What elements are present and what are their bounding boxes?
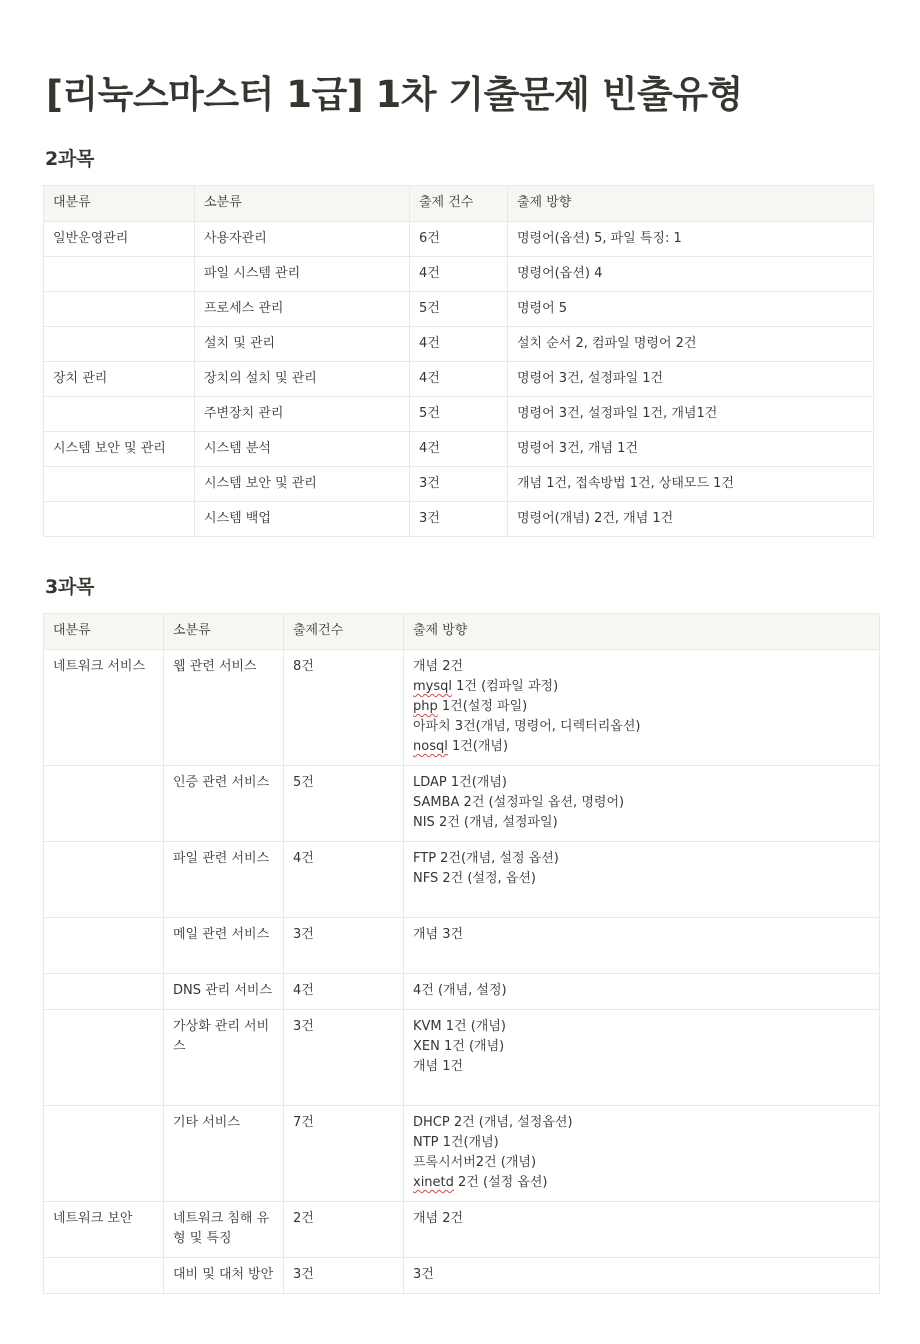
table-row xyxy=(44,327,874,362)
table-row xyxy=(44,1106,880,1202)
direction-line: 4건 (개념, 설정) xyxy=(413,983,507,998)
cell-minor-category: 주변장치 관리 xyxy=(195,397,410,432)
cell-major-category xyxy=(44,1258,164,1294)
cell-major-category: 네트워크 서비스 xyxy=(44,650,164,766)
direction-line: FTP 2건(개념, 설정 옵션) xyxy=(413,851,559,866)
header-question-count: 출제 건수 xyxy=(410,186,508,222)
cell-major-category xyxy=(44,1010,164,1106)
direction-line: mysql 1건 (컴파일 과정) xyxy=(413,679,559,694)
direction-line: 개념 2건 xyxy=(413,659,464,674)
cell-major-category xyxy=(44,842,164,918)
cell-question-count: 7건 xyxy=(284,1106,404,1202)
cell-question-count: 2건 xyxy=(284,1202,404,1258)
cell-question-count: 4건 xyxy=(410,327,508,362)
cell-question-direction xyxy=(404,766,880,842)
cell-question-direction: 명령어(옵션) 5, 파일 특징: 1 xyxy=(508,222,874,257)
section-2-table xyxy=(43,185,874,537)
cell-question-count: 4건 xyxy=(284,842,404,918)
direction-line: 개념 1건 xyxy=(413,1059,464,1074)
cell-question-count: 3건 xyxy=(284,1258,404,1294)
cell-question-count: 8건 xyxy=(284,650,404,766)
direction-line: 개념 2건 xyxy=(413,1211,464,1226)
table-row xyxy=(44,766,880,842)
direction-line: DHCP 2건 (개념, 설정옵션) xyxy=(413,1115,573,1130)
cell-question-direction xyxy=(404,1010,880,1106)
cell-question-direction: 명령어(개념) 2건, 개념 1건 xyxy=(508,502,874,537)
direction-line: 아파치 3건(개념, 명령어, 디렉터리옵션) xyxy=(413,719,641,734)
cell-minor-category: 시스템 보안 및 관리 xyxy=(195,467,410,502)
section-3-title: 3과목 xyxy=(45,576,95,598)
spellcheck-underline: mysql xyxy=(413,679,452,694)
cell-minor-category: 시스템 분석 xyxy=(195,432,410,467)
table-row xyxy=(44,650,880,766)
cell-major-category: 네트워크 보안 xyxy=(44,1202,164,1258)
cell-question-direction xyxy=(404,1202,880,1258)
cell-question-count: 3건 xyxy=(284,918,404,974)
cell-question-count: 4건 xyxy=(410,257,508,292)
cell-minor-category: 메일 관련 서비스 xyxy=(164,918,284,974)
cell-question-count: 5건 xyxy=(284,766,404,842)
cell-question-direction: 명령어 3건, 개념 1건 xyxy=(508,432,874,467)
header-major-category: 대분류 xyxy=(44,614,164,650)
direction-line: nosql 1건(개념) xyxy=(413,739,509,754)
header-minor-category: 소분류 xyxy=(164,614,284,650)
cell-question-count: 4건 xyxy=(410,432,508,467)
direction-line: KVM 1건 (개념) xyxy=(413,1019,506,1034)
cell-major-category xyxy=(44,327,195,362)
table-row xyxy=(44,502,874,537)
cell-minor-category: 사용자관리 xyxy=(195,222,410,257)
table-row xyxy=(44,918,880,974)
cell-question-count: 5건 xyxy=(410,292,508,327)
table-row xyxy=(44,842,880,918)
cell-minor-category: 장치의 설치 및 관리 xyxy=(195,362,410,397)
table-row xyxy=(44,1202,880,1258)
direction-line: php 1건(설정 파일) xyxy=(413,699,528,714)
cell-question-direction: 명령어(옵션) 4 xyxy=(508,257,874,292)
table-row xyxy=(44,222,874,257)
direction-line: NTP 1건(개념) xyxy=(413,1135,499,1150)
direction-line: 개념 3건 xyxy=(413,927,464,942)
section-3-table xyxy=(43,613,880,1294)
cell-minor-category: 시스템 백업 xyxy=(195,502,410,537)
table-row xyxy=(44,1010,880,1106)
cell-question-direction: 명령어 3건, 설정파일 1건, 개념1건 xyxy=(508,397,874,432)
cell-question-direction xyxy=(404,650,880,766)
table-row xyxy=(44,362,874,397)
direction-line: XEN 1건 (개념) xyxy=(413,1039,505,1054)
cell-major-category xyxy=(44,502,195,537)
direction-line: NFS 2건 (설정, 옵션) xyxy=(413,871,536,886)
direction-line: LDAP 1건(개념) xyxy=(413,775,507,790)
cell-question-count: 5건 xyxy=(410,397,508,432)
cell-major-category xyxy=(44,397,195,432)
cell-major-category: 시스템 보안 및 관리 xyxy=(44,432,195,467)
table-row xyxy=(44,467,874,502)
cell-minor-category: DNS 관리 서비스 xyxy=(164,974,284,1010)
cell-question-direction: 개념 1건, 접속방법 1건, 상태모드 1건 xyxy=(508,467,874,502)
table-row xyxy=(44,292,874,327)
cell-question-direction xyxy=(404,918,880,974)
header-question-count: 출제건수 xyxy=(284,614,404,650)
cell-question-count: 4건 xyxy=(410,362,508,397)
cell-minor-category: 네트워크 침해 유형 및 특징 xyxy=(164,1202,284,1258)
cell-question-direction xyxy=(404,974,880,1010)
header-minor-category: 소분류 xyxy=(195,186,410,222)
cell-minor-category: 가상화 관리 서비스 xyxy=(164,1010,284,1106)
cell-major-category xyxy=(44,918,164,974)
cell-question-count: 3건 xyxy=(410,467,508,502)
cell-major-category xyxy=(44,974,164,1010)
cell-question-direction xyxy=(404,1106,880,1202)
spellcheck-underline: nosql xyxy=(413,739,448,754)
table-header-row xyxy=(44,614,880,650)
spellcheck-underline: php xyxy=(413,699,438,714)
cell-minor-category: 설치 및 관리 xyxy=(195,327,410,362)
direction-line: 프록시서버2건 (개념) xyxy=(413,1155,537,1170)
cell-question-direction xyxy=(404,842,880,918)
table-row xyxy=(44,432,874,467)
table-row xyxy=(44,257,874,292)
cell-question-direction: 명령어 5 xyxy=(508,292,874,327)
direction-line: NIS 2건 (개념, 설정파일) xyxy=(413,815,558,830)
direction-line: 3건 xyxy=(413,1267,434,1282)
table-row xyxy=(44,974,880,1010)
cell-major-category xyxy=(44,766,164,842)
cell-minor-category: 기타 서비스 xyxy=(164,1106,284,1202)
cell-major-category: 일반운영관리 xyxy=(44,222,195,257)
header-major-category: 대분류 xyxy=(44,186,195,222)
cell-minor-category: 대비 및 대처 방안 xyxy=(164,1258,284,1294)
cell-minor-category: 웹 관련 서비스 xyxy=(164,650,284,766)
spellcheck-underline: xinetd xyxy=(413,1175,454,1190)
table-header-row xyxy=(44,186,874,222)
cell-question-count: 6건 xyxy=(410,222,508,257)
cell-minor-category: 인증 관련 서비스 xyxy=(164,766,284,842)
section-2-title: 2과목 xyxy=(45,148,95,170)
cell-minor-category: 파일 시스템 관리 xyxy=(195,257,410,292)
cell-minor-category: 프로세스 관리 xyxy=(195,292,410,327)
cell-question-direction: 설치 순서 2, 컴파일 명령어 2건 xyxy=(508,327,874,362)
cell-major-category: 장치 관리 xyxy=(44,362,195,397)
cell-question-count: 3건 xyxy=(410,502,508,537)
cell-question-count: 3건 xyxy=(284,1010,404,1106)
cell-major-category xyxy=(44,292,195,327)
cell-major-category xyxy=(44,257,195,292)
header-question-direction: 출제 방향 xyxy=(508,186,874,222)
cell-question-direction: 명령어 3건, 설정파일 1건 xyxy=(508,362,874,397)
cell-question-direction xyxy=(404,1258,880,1294)
page-title: [리눅스마스터 1급] 1차 기출문제 빈출유형 xyxy=(46,73,743,116)
cell-major-category xyxy=(44,1106,164,1202)
header-question-direction: 출제 방향 xyxy=(404,614,880,650)
direction-line: xinetd 2건 (설정 옵션) xyxy=(413,1175,548,1190)
cell-question-count: 4건 xyxy=(284,974,404,1010)
cell-major-category xyxy=(44,467,195,502)
direction-line: SAMBA 2건 (설정파일 옵션, 명령어) xyxy=(413,795,625,810)
cell-minor-category: 파일 관련 서비스 xyxy=(164,842,284,918)
table-row xyxy=(44,397,874,432)
table-row xyxy=(44,1258,880,1294)
